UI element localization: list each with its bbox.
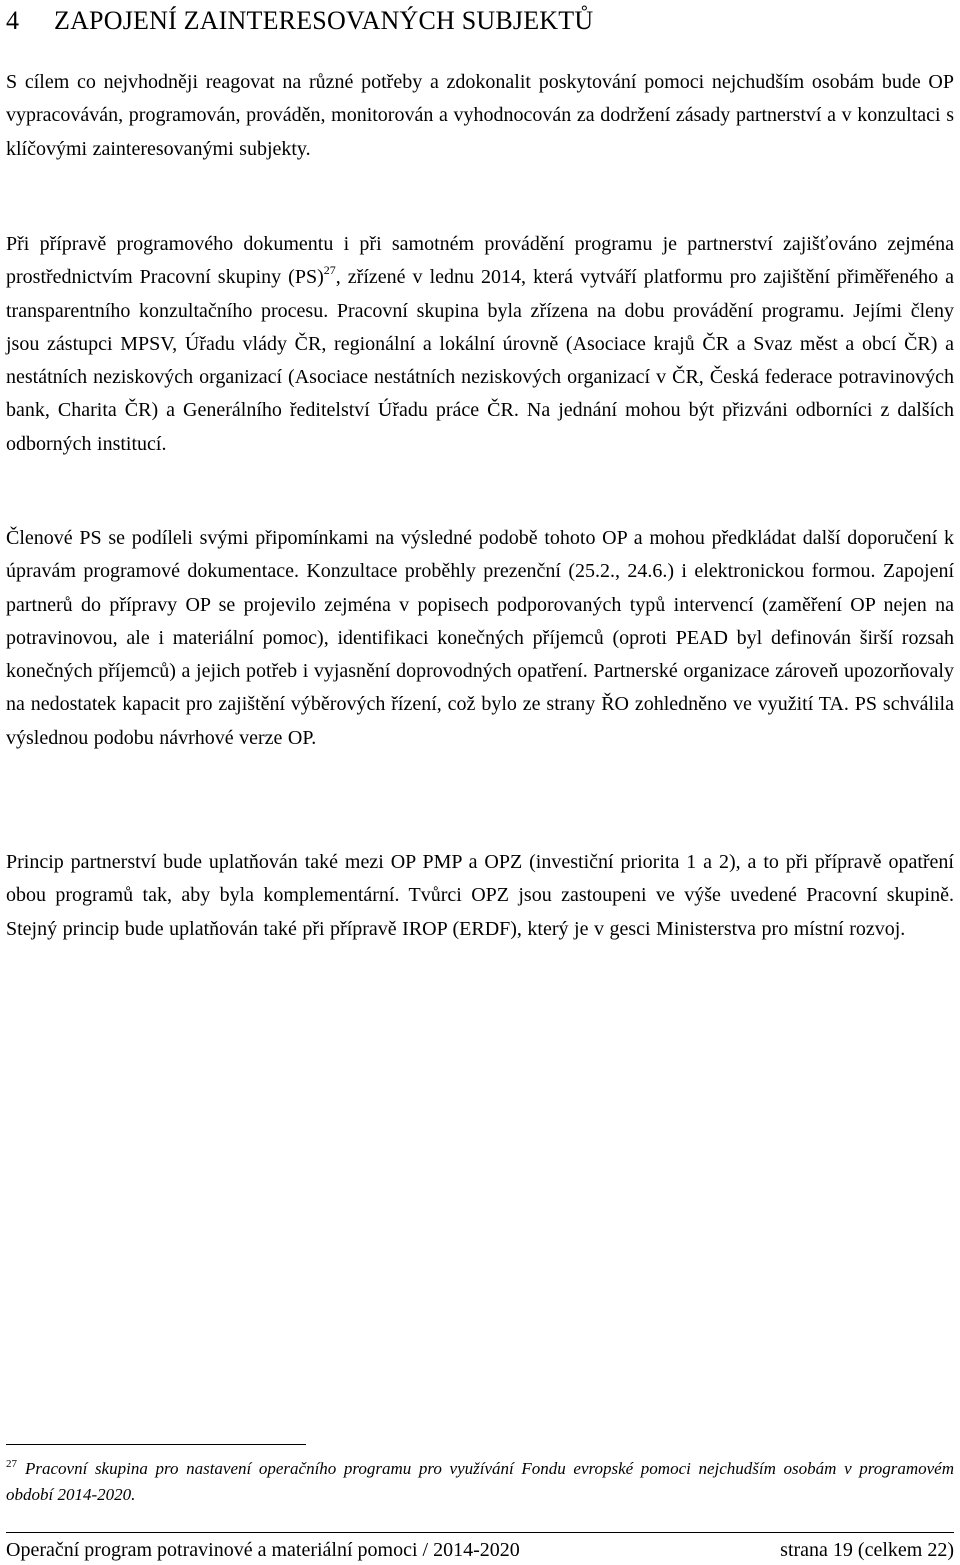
footnote-text: Pracovní skupina pro nastavení operačního programu pro využívání Fondu evropské pomoci nejchudším osobám v programovém období 2014-2020. [6,1459,954,1504]
paragraph-3: Členové PS se podíleli svými připomínkami na výsledné podobě tohoto OP a mohou předkládat další doporučení k úpravám programové dokumentace. Konzultace proběhly prezenční (25.2., 24.6.) i elektronickou formou. Zapojení partnerů do přípravy OP se projevilo zejména v popisech podporovaných typů intervencí (zaměření OP nejen na potravinovou, ale i materiální pomoc), identifikaci konečných příjemců (oproti PEAD byl definován širší rozsah konečných příjemců) a jejich potřeb i vyjasnění doprovodných opatření. Partnerské organizace zároveň upozorňovaly na nedostatek kapacit pro zajištění výběrových řízení, což bylo ze strany ŘO zohledněno ve využití TA. PS schválila výslednou podobu návrhové verze OP. [6,527,954,749]
footer-separator [6,1532,954,1533]
footnote-separator [6,1444,306,1445]
footnote [6,1456,954,1508]
page-footer [6,1537,954,1563]
footer-page-number: strana 19 (celkem 22) [780,1539,954,1561]
section-number: 4 [6,6,20,35]
paragraph-1: S cílem co nejvhodněji reagovat na různé potřeby a zdokonalit poskytování pomoci nejchudším osobám bude OP vypracováván, programován, prováděn, monitorován a vyhodnocován za dodržení zásady partnerství a v konzultaci s klíčovými zainteresovanými subjekty. [6,71,954,160]
paragraph-4: Princip partnerství bude uplatňován také mezi OP PMP a OPZ (investiční priorita 1 a 2), a to při přípravě opatření obou programů tak, aby byla komplementární. Tvůrci OPZ jsou zastoupeni ve výše uvedené Pracovní skupině. Stejný princip bude uplatňován také při přípravě IROP (ERDF), který je v gesci Ministerstva pro místní rozvoj. [6,851,954,940]
footnote-reference[interactable]: 27 [323,262,336,277]
footnote-number: 27 [6,1458,17,1471]
paragraph-2 [6,228,954,461]
section-title: ZAPOJENÍ ZAINTERESOVANÝCH SUBJEKTŮ [54,6,594,35]
footer-document-title: Operační program potravinové a materiální pomoci / 2014-2020 [6,1539,520,1561]
section-heading [6,4,593,38]
paragraph-2-text-a: Při přípravě programového dokumentu i při samotném provádění programu je partnerství zajišťováno zejména prostřednictvím Pracovní skupiny (PS) [6,233,954,289]
paragraph-2-text-b: , zřízené v lednu 2014, která vytváří platformu pro zajištění přiměřeného a transparentního konzultačního procesu. Pracovní skupina byla zřízena na dobu provádění programu. Jejími členy jsou zástupci MPSV, Úřadu vlády ČR, regionální a lokální úrovně (Asociace krajů ČR a Svaz měst a obcí ČR) a nestátních neziskových organizací (Asociace nestátních neziskových organizací v ČR, Česká federace potravinových bank, Charita ČR) a Generálního ředitelství Úřadu práce ČR. Na jednání mohou být přizváni odborníci z dalších odborných institucí. [6,266,955,455]
